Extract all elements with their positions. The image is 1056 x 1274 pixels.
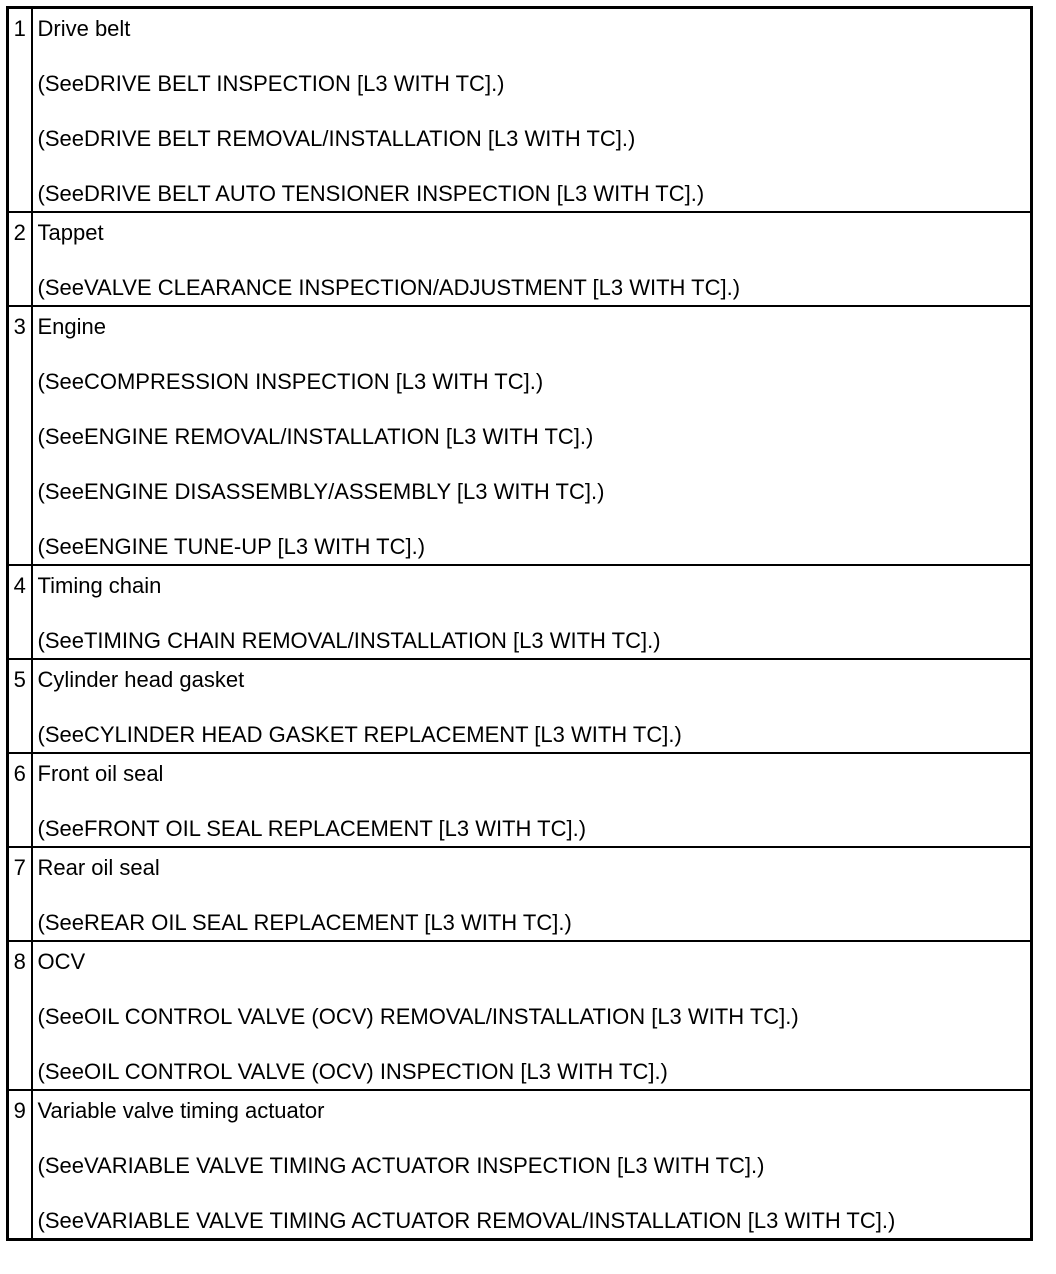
procedure-reference-link[interactable]: OIL CONTROL VALVE (OCV) INSPECTION [L3 WITH TC]: [83, 1059, 655, 1084]
table-row: [8, 565, 1032, 659]
table-row: [8, 1090, 1032, 1240]
part-name: Front oil seal: [37, 761, 164, 786]
reference-prefix: (See: [37, 1153, 84, 1178]
procedure-reference: [38, 128, 1031, 150]
reference-suffix: .): [579, 424, 594, 449]
row-content: [32, 659, 1032, 753]
table-row: [8, 753, 1032, 847]
reference-suffix: .): [654, 1059, 668, 1084]
procedure-reference: [38, 73, 1031, 95]
reference-suffix: .): [668, 722, 682, 747]
row-number: 1: [8, 8, 32, 213]
reference-suffix: .): [726, 275, 741, 300]
reference-prefix: (See: [37, 816, 84, 841]
row-number: 2: [8, 212, 32, 306]
row-number: 4: [8, 565, 32, 659]
table-row: [8, 306, 1032, 565]
reference-suffix: .): [491, 71, 505, 96]
procedure-reference: [38, 277, 1031, 299]
table-row: [8, 847, 1032, 941]
reference-suffix: .): [621, 126, 636, 151]
reference-suffix: .): [785, 1004, 799, 1029]
row-number: 6: [8, 753, 32, 847]
table-row: [8, 8, 1032, 213]
procedure-reference-link[interactable]: ENGINE DISASSEMBLY/ASSEMBLY [L3 WITH TC]: [83, 479, 591, 504]
procedure-reference-link[interactable]: ENGINE REMOVAL/INSTALLATION [L3 WITH TC]: [83, 424, 580, 449]
row-content: [32, 306, 1032, 565]
part-name: Engine: [37, 314, 107, 339]
row-number: 8: [8, 941, 32, 1090]
reference-prefix: (See: [37, 1208, 84, 1233]
reference-suffix: .): [572, 816, 587, 841]
procedure-reference: [38, 1061, 1031, 1083]
procedure-reference: [38, 1155, 1031, 1177]
reference-prefix: (See: [37, 1059, 84, 1084]
reference-prefix: (See: [37, 369, 84, 394]
row-content: [32, 1090, 1032, 1240]
procedure-reference: [38, 371, 1031, 393]
procedure-reference-link[interactable]: TIMING CHAIN REMOVAL/INSTALLATION [L3 WITH TC]: [83, 628, 648, 653]
row-content: [32, 8, 1032, 213]
row-content: [32, 941, 1032, 1090]
reference-suffix: .): [647, 628, 661, 653]
reference-prefix: (See: [37, 479, 84, 504]
table-row: [8, 659, 1032, 753]
row-number: 3: [8, 306, 32, 565]
procedure-reference: [38, 724, 1031, 746]
part-name: Drive belt: [37, 16, 131, 41]
reference-prefix: (See: [37, 275, 84, 300]
reference-prefix: (See: [37, 628, 84, 653]
reference-suffix: .): [411, 534, 426, 559]
reference-suffix: .): [881, 1208, 896, 1233]
procedure-reference: [38, 630, 1031, 652]
row-content: [32, 565, 1032, 659]
table-row: [8, 941, 1032, 1090]
procedure-reference: [38, 818, 1031, 840]
row-number: 7: [8, 847, 32, 941]
procedure-reference-link[interactable]: OIL CONTROL VALVE (OCV) REMOVAL/INSTALLATION [L3 WITH TC]: [83, 1004, 786, 1029]
part-name: Cylinder head gasket: [37, 667, 245, 692]
procedure-reference-link[interactable]: COMPRESSION INSPECTION [L3 WITH TC]: [83, 369, 530, 394]
procedure-reference: [38, 1210, 1031, 1232]
reference-suffix: .): [529, 369, 544, 394]
reference-prefix: (See: [37, 910, 84, 935]
procedure-reference-link[interactable]: CYLINDER HEAD GASKET REPLACEMENT [L3 WITH TC]: [83, 722, 669, 747]
procedure-reference: [38, 912, 1031, 934]
reference-suffix: .): [751, 1153, 765, 1178]
table-row: [8, 212, 1032, 306]
row-number: 5: [8, 659, 32, 753]
procedure-reference-link[interactable]: VARIABLE VALVE TIMING ACTUATOR REMOVAL/INSTALLATION [L3 WITH TC]: [83, 1208, 882, 1233]
row-content: [32, 753, 1032, 847]
reference-prefix: (See: [37, 71, 84, 96]
parts-reference-table: [6, 6, 1033, 1241]
table-body: [8, 8, 1032, 1240]
reference-prefix: (See: [37, 1004, 84, 1029]
part-name: OCV: [37, 949, 86, 974]
reference-prefix: (See: [37, 126, 84, 151]
procedure-reference-link[interactable]: DRIVE BELT AUTO TENSIONER INSPECTION [L3 WITH TC]: [83, 181, 691, 206]
procedure-reference-link[interactable]: ENGINE TUNE-UP [L3 WITH TC]: [83, 534, 412, 559]
reference-prefix: (See: [37, 181, 84, 206]
procedure-reference: [38, 481, 1031, 503]
procedure-reference-link[interactable]: VARIABLE VALVE TIMING ACTUATOR INSPECTION [L3 WITH TC]: [83, 1153, 752, 1178]
procedure-reference-link[interactable]: DRIVE BELT REMOVAL/INSTALLATION [L3 WITH TC]: [83, 126, 622, 151]
row-content: [32, 212, 1032, 306]
part-name: Tappet: [37, 220, 104, 245]
part-name: Rear oil seal: [37, 855, 160, 880]
row-number: 9: [8, 1090, 32, 1240]
procedure-reference: [38, 536, 1031, 558]
procedure-reference: [38, 426, 1031, 448]
row-content: [32, 847, 1032, 941]
reference-suffix: .): [690, 181, 705, 206]
procedure-reference-link[interactable]: FRONT OIL SEAL REPLACEMENT [L3 WITH TC]: [83, 816, 573, 841]
reference-prefix: (See: [37, 722, 84, 747]
reference-suffix: .): [558, 910, 572, 935]
procedure-reference: [38, 183, 1031, 205]
procedure-reference-link[interactable]: DRIVE BELT INSPECTION [L3 WITH TC]: [83, 71, 492, 96]
part-name: Timing chain: [37, 573, 162, 598]
procedure-reference-link[interactable]: REAR OIL SEAL REPLACEMENT [L3 WITH TC]: [83, 910, 559, 935]
reference-prefix: (See: [37, 424, 84, 449]
reference-suffix: .): [590, 479, 605, 504]
procedure-reference-link[interactable]: VALVE CLEARANCE INSPECTION/ADJUSTMENT [L3 WITH TC]: [83, 275, 727, 300]
part-name: Variable valve timing actuator: [37, 1098, 325, 1123]
procedure-reference: [38, 1006, 1031, 1028]
reference-prefix: (See: [37, 534, 84, 559]
